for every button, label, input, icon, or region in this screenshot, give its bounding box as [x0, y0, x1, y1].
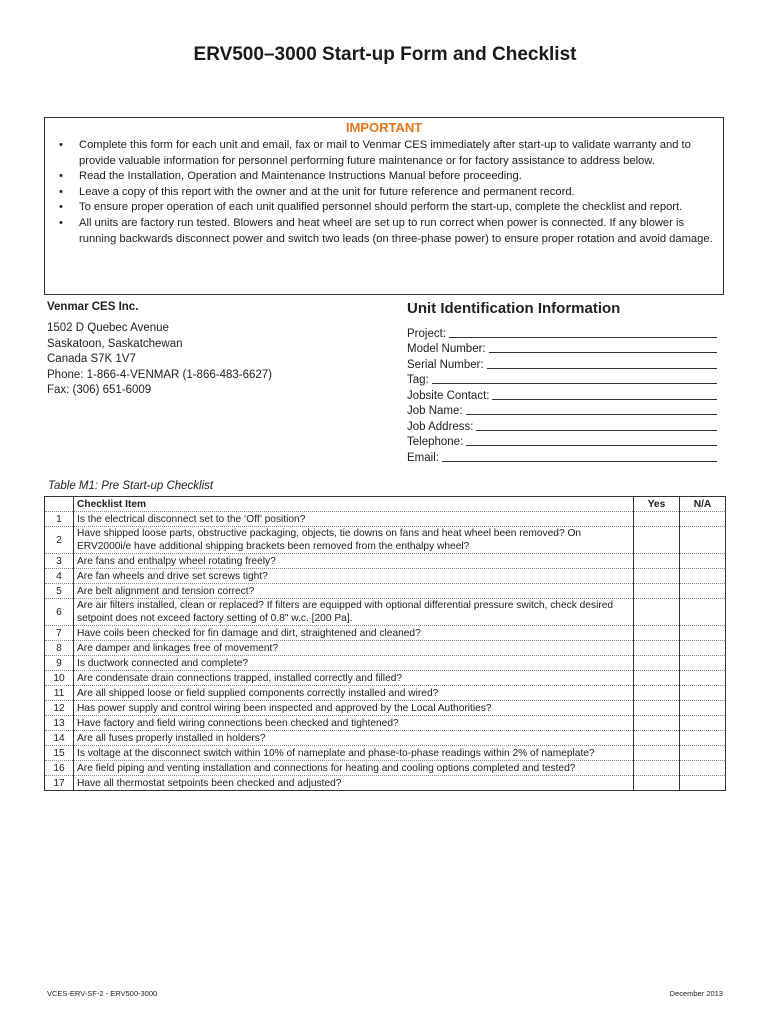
document-code: VCES-ERV-SF-2 - ERV500-3000: [47, 989, 158, 998]
fill-in-line[interactable]: [476, 430, 717, 431]
yes-cell[interactable]: [634, 746, 680, 761]
na-cell[interactable]: [680, 599, 726, 626]
checklist-question: Are air filters installed, clean or replaced? If filters are equipped with optional differential pressure switch, check desired setpoint does not exceed factory setting of 0.8" w.c. [200 Pa].: [74, 599, 634, 626]
na-cell[interactable]: [680, 746, 726, 761]
na-cell[interactable]: [680, 656, 726, 671]
model-number-field[interactable]: [407, 340, 717, 356]
phone-line: Phone: 1-866-4-VENMAR (1-866-483-6627): [47, 368, 273, 381]
yes-cell[interactable]: [634, 584, 680, 599]
yes-cell[interactable]: [634, 512, 680, 527]
na-cell[interactable]: [680, 584, 726, 599]
page-title: ERV500–3000 Start-up Form and Checklist: [193, 44, 577, 65]
row-number: 6: [45, 599, 74, 626]
table-row: [45, 584, 726, 599]
address-line: Saskatoon, Saskatchewan: [47, 337, 183, 350]
tag-field[interactable]: [407, 371, 717, 387]
fill-in-line[interactable]: [466, 414, 717, 415]
checklist-table: [44, 496, 726, 791]
table-header-row: [45, 497, 726, 512]
field-label: Tag:: [407, 374, 429, 386]
job-address-field[interactable]: [407, 417, 717, 433]
row-number: 16: [45, 761, 74, 776]
field-label: Email:: [407, 451, 439, 464]
fill-in-line[interactable]: [449, 337, 717, 338]
na-cell[interactable]: [680, 701, 726, 716]
na-cell[interactable]: [680, 686, 726, 701]
yes-cell[interactable]: [634, 569, 680, 584]
yes-cell[interactable]: [634, 716, 680, 731]
fill-in-line[interactable]: [432, 383, 717, 384]
field-label: Serial Number:: [407, 358, 484, 371]
na-cell[interactable]: [680, 626, 726, 641]
important-bullet-list: [59, 138, 719, 247]
row-number: 11: [45, 686, 74, 701]
yes-cell[interactable]: [634, 656, 680, 671]
table-caption: Table M1: Pre Start-up Checklist: [48, 480, 214, 492]
bullet-item: • Leave a copy of this report with the owner and at the unit for future reference and permanent record.: [59, 185, 719, 201]
na-cell[interactable]: [680, 641, 726, 656]
unit-info-title: Unit Identification Information: [407, 300, 621, 317]
table-row: [45, 527, 726, 554]
table-row: [45, 761, 726, 776]
checklist-question: Are condensate drain connections trapped, installed correctly and filled?: [74, 671, 634, 686]
jobsite-contact-field[interactable]: [407, 386, 717, 402]
checklist-question: Are fan wheels and drive set screws tight?: [74, 569, 634, 584]
project-field[interactable]: [407, 324, 717, 340]
checklist-question: Are all shipped loose or field supplied components correctly installed and wired?: [74, 686, 634, 701]
field-label: Model Number:: [407, 343, 486, 355]
table-row: [45, 626, 726, 641]
row-number: 15: [45, 746, 74, 761]
row-number: 17: [45, 776, 74, 791]
yes-cell[interactable]: [634, 701, 680, 716]
table-row: [45, 776, 726, 791]
row-number: 12: [45, 701, 74, 716]
yes-cell[interactable]: [634, 776, 680, 791]
row-number: 5: [45, 584, 74, 599]
checklist-question: Are belt alignment and tension correct?: [74, 584, 634, 599]
yes-cell[interactable]: [634, 554, 680, 569]
checklist-question: Have coils been checked for fin damage and dirt, straightened and cleaned?: [74, 626, 634, 641]
yes-cell[interactable]: [634, 527, 680, 554]
row-number: 2: [45, 527, 74, 554]
na-cell[interactable]: [680, 716, 726, 731]
fill-in-line[interactable]: [489, 352, 717, 353]
row-number: 9: [45, 656, 74, 671]
yes-cell[interactable]: [634, 599, 680, 626]
checklist-question: Have all thermostat setpoints been checked and adjusted?: [74, 776, 634, 791]
table-row: [45, 599, 726, 626]
row-number: 8: [45, 641, 74, 656]
checklist-question: Are all fuses properly installed in holders?: [74, 731, 634, 746]
fill-in-line[interactable]: [487, 368, 717, 369]
fill-in-line[interactable]: [442, 461, 717, 462]
bullet-item: • To ensure proper operation of each unit qualified personnel should perform the start-up, complete the checklist and report.: [59, 200, 719, 216]
field-label: Jobsite Contact:: [407, 389, 490, 402]
checklist-question: Have shipped loose parts, obstructive packaging, objects, tie downs on fans and heat wheel been removed? On ERV2000i/e have additional shipping brackets been removed from the enthalpy wheel?: [74, 527, 634, 554]
serial-number-field[interactable]: [407, 355, 717, 371]
yes-cell[interactable]: [634, 626, 680, 641]
na-cell[interactable]: [680, 512, 726, 527]
na-cell[interactable]: [680, 554, 726, 569]
field-label: Job Address:: [407, 420, 474, 433]
table-row: [45, 512, 726, 527]
fill-in-line[interactable]: [466, 445, 717, 446]
field-label: Telephone:: [407, 436, 464, 448]
na-cell[interactable]: [680, 569, 726, 584]
yes-cell[interactable]: [634, 671, 680, 686]
row-number: 3: [45, 554, 74, 569]
table-row: [45, 701, 726, 716]
checklist-question: Is voltage at the disconnect switch within 10% of nameplate and phase-to-phase readings within 2% of nameplate?: [74, 746, 634, 761]
fax-line: Fax: (306) 651-6009: [47, 384, 152, 396]
row-number: 13: [45, 716, 74, 731]
checklist-question: Are damper and linkages free of movement?: [74, 641, 634, 656]
table-row: [45, 656, 726, 671]
table-row: [45, 746, 726, 761]
table-row: [45, 671, 726, 686]
row-number: 14: [45, 731, 74, 746]
important-heading: IMPORTANT: [345, 120, 423, 135]
checklist-question: Are field piping and venting installation and connections for heating and cooling options completed and tested?: [74, 761, 634, 776]
table-row: [45, 686, 726, 701]
yes-column-header: Yes: [634, 497, 680, 512]
bullet-item: • Complete this form for each unit and email, fax or mail to Venmar CES immediately after start-up to validate warranty and to provide valuable information for personnel performing future maintenance or for factory assistance to address below.: [59, 138, 719, 169]
document-date: December 2013: [669, 989, 723, 998]
checklist-question: Are fans and enthalpy wheel rotating freely?: [74, 554, 634, 569]
yes-cell[interactable]: [634, 761, 680, 776]
yes-cell[interactable]: [634, 686, 680, 701]
checklist-question: Have factory and field wiring connections been checked and tightened?: [74, 716, 634, 731]
table-row: [45, 641, 726, 656]
na-cell[interactable]: [680, 761, 726, 776]
checklist-question: Is ductwork connected and complete?: [74, 656, 634, 671]
na-cell[interactable]: [680, 776, 726, 791]
na-column-header: N/A: [680, 497, 726, 512]
table-row: [45, 716, 726, 731]
na-cell[interactable]: [680, 671, 726, 686]
row-number: 10: [45, 671, 74, 686]
company-address: [47, 321, 272, 399]
telephone-field[interactable]: [407, 433, 717, 449]
table-row: [45, 731, 726, 746]
important-box: [44, 117, 724, 295]
fill-in-line[interactable]: [492, 399, 717, 400]
table-row: [45, 554, 726, 569]
row-number: 7: [45, 626, 74, 641]
checklist-question: Has power supply and control wiring been inspected and approved by the Local Authorities?: [74, 701, 634, 716]
na-cell[interactable]: [680, 731, 726, 746]
bullet-item: • All units are factory run tested. Blowers and heat wheel are set up to run correct when power is connected. If any blower is running backwards disconnect power and switch two leads (on three-phase power) to ensure proper rotation and avoid damage.: [59, 216, 719, 247]
bullet-item: • Read the Installation, Operation and Maintenance Instructions Manual before proceeding.: [59, 169, 719, 185]
row-number: 1: [45, 512, 74, 527]
company-name: Venmar CES Inc.: [47, 301, 139, 313]
checklist-question: Is the electrical disconnect set to the ‘Off’ position?: [74, 512, 634, 527]
yes-cell[interactable]: [634, 731, 680, 746]
number-column-header: [45, 497, 74, 512]
yes-cell[interactable]: [634, 641, 680, 656]
email-field[interactable]: [407, 448, 717, 464]
address-line: Canada S7K 1V7: [47, 353, 136, 365]
address-line: 1502 D Quebec Avenue: [47, 322, 169, 334]
job-name-field[interactable]: [407, 402, 717, 418]
row-number: 4: [45, 569, 74, 584]
na-cell[interactable]: [680, 527, 726, 554]
table-row: [45, 569, 726, 584]
unit-info-fields: [407, 324, 717, 464]
field-label: Project:: [407, 327, 446, 340]
checklist-item-header: Checklist Item: [74, 497, 634, 512]
field-label: Job Name:: [407, 405, 463, 417]
